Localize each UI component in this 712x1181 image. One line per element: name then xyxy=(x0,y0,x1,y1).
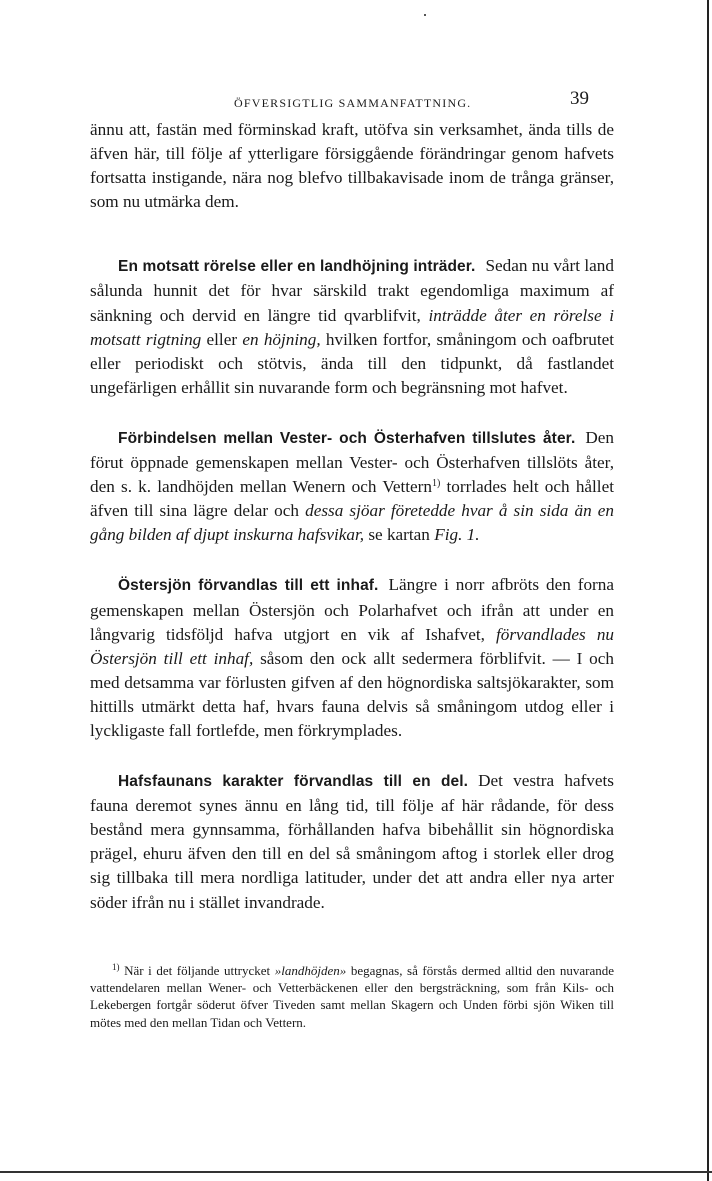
page-number: 39 xyxy=(570,88,589,109)
paragraph-ostersjon xyxy=(90,573,614,743)
paragraph-text: Längre i norr afbröts den forna gemenskapen mellan Östersjön och Polarhafvet och ifrån att under en långvarig tidsföljd hafva utgjort en vik af Ishafvet, xyxy=(90,575,615,644)
paragraph-landhojning xyxy=(90,254,614,400)
paragraph-text: Den förut öppnade gemenskapen mellan Vester- och Österhafven tillslöts åter, den s. k. landhöjden mellan Wenern och Vettern xyxy=(90,427,614,497)
paragraph-text: eller xyxy=(206,329,238,349)
paragraph-text: torrlades helt och hållet äfven till sina lägre delar och xyxy=(90,477,614,521)
emphasis-text: förvandlades nu Östersjön till ett inhaf, xyxy=(90,624,615,668)
paragraph-text: ännu att, fastän med förminskad kraft, utöfva sin verksamhet, ända tills de äfven här, till följe af ytterligare försiggående förändringar genom hafvets fortsatta instigande, nära nog blefvo tillbakavisade inom de trånga gränser, som nu utmärka dem. xyxy=(90,120,614,212)
page-edge-bottom xyxy=(0,1171,712,1173)
section-heading: Förbindelsen mellan Vester- och Österhafven tillslutes åter. xyxy=(118,429,576,447)
paragraph-text: hvilken fortfor, småningom och oafbrutet eller periodiskt och stötvis, ända till den tidpunkt, då fastlandet ungefärligen erhållit sin nuvarande form och begränsning mot hafvet. xyxy=(90,329,615,397)
scan-speck xyxy=(424,14,426,16)
running-title: ÖFVERSIGTLIG SAMMANFATTNING. xyxy=(234,96,472,110)
section-heading: Östersjön förvandlas till ett inhaf. xyxy=(118,577,379,595)
footnote-emphasis: »landhöjden» xyxy=(274,963,347,978)
emphasis-text: dessa sjöar företedde hvar å sin sida än en gång bilden af djupt inskurna hafsvikar, xyxy=(90,501,614,545)
paragraph-continuation xyxy=(90,118,614,214)
emphasis-text: en höjning, xyxy=(242,329,321,349)
footnote-text xyxy=(90,962,614,1031)
paragraph-forbindelsen xyxy=(90,426,614,547)
section-heading: En motsatt rörelse eller en landhöjning inträder. xyxy=(118,258,476,276)
footnote-part: begagnas, så förstås dermed alltid den nuvarande vattendelaren mellan Wener- och Vetterbäckenen eller den bergsträckning, som från Kils- och Lekebergen fortgår söderut öfver Tiveden samt mellan Skagern och Unden förbi sjön Wiken till mötes med den mellan Tidan och Vettern. xyxy=(90,963,615,1030)
paragraph-text: Sedan nu vårt land sålunda hunnit det för hvar särskild trakt egendomliga maximum af sänkning och dervid en längre tid qvarblifvit, xyxy=(90,256,614,325)
section-heading: Hafsfaunans karakter förvandlas till en del. xyxy=(118,773,469,791)
paragraph-text: se kartan xyxy=(368,525,430,545)
footnote-reference: 1) xyxy=(432,478,441,490)
footnote-mark: 1) xyxy=(112,962,120,972)
paragraph-text: såsom den ock allt sedermera förblifvit. — I och med detsamma var förlusten gifven af den högnordiska saltsjökarakter, som hittills utmärkt detta haf, hvars fauna delvis så småningom utdog eller i lyckligaste fall fortlefde, men förkrymplades. xyxy=(90,648,614,740)
paragraph-text: Det vestra hafvets fauna deremot synes ännu en lång tid, till följe af här rådande, för dess bestånd mera gynnsamma, förhållanden hafva bibehållit sin högnordiska prägel, ehuru äfven den till en del så småningom aftog i storlek eller drog sig tillbaka till mera nordliga latituder, under det att andra eller nya arter söder ifrån nu i stället invandrade. xyxy=(90,771,614,912)
emphasis-text: inträdde åter en rörelse i motsatt rigtning xyxy=(90,305,615,349)
figure-reference: Fig. 1. xyxy=(434,525,480,545)
footnote-part: När i det följande uttrycket xyxy=(124,963,271,978)
paragraph-hafsfaunans xyxy=(90,769,614,915)
page-edge-right xyxy=(707,0,709,1181)
footnote xyxy=(90,962,614,1031)
body-text xyxy=(90,118,614,941)
